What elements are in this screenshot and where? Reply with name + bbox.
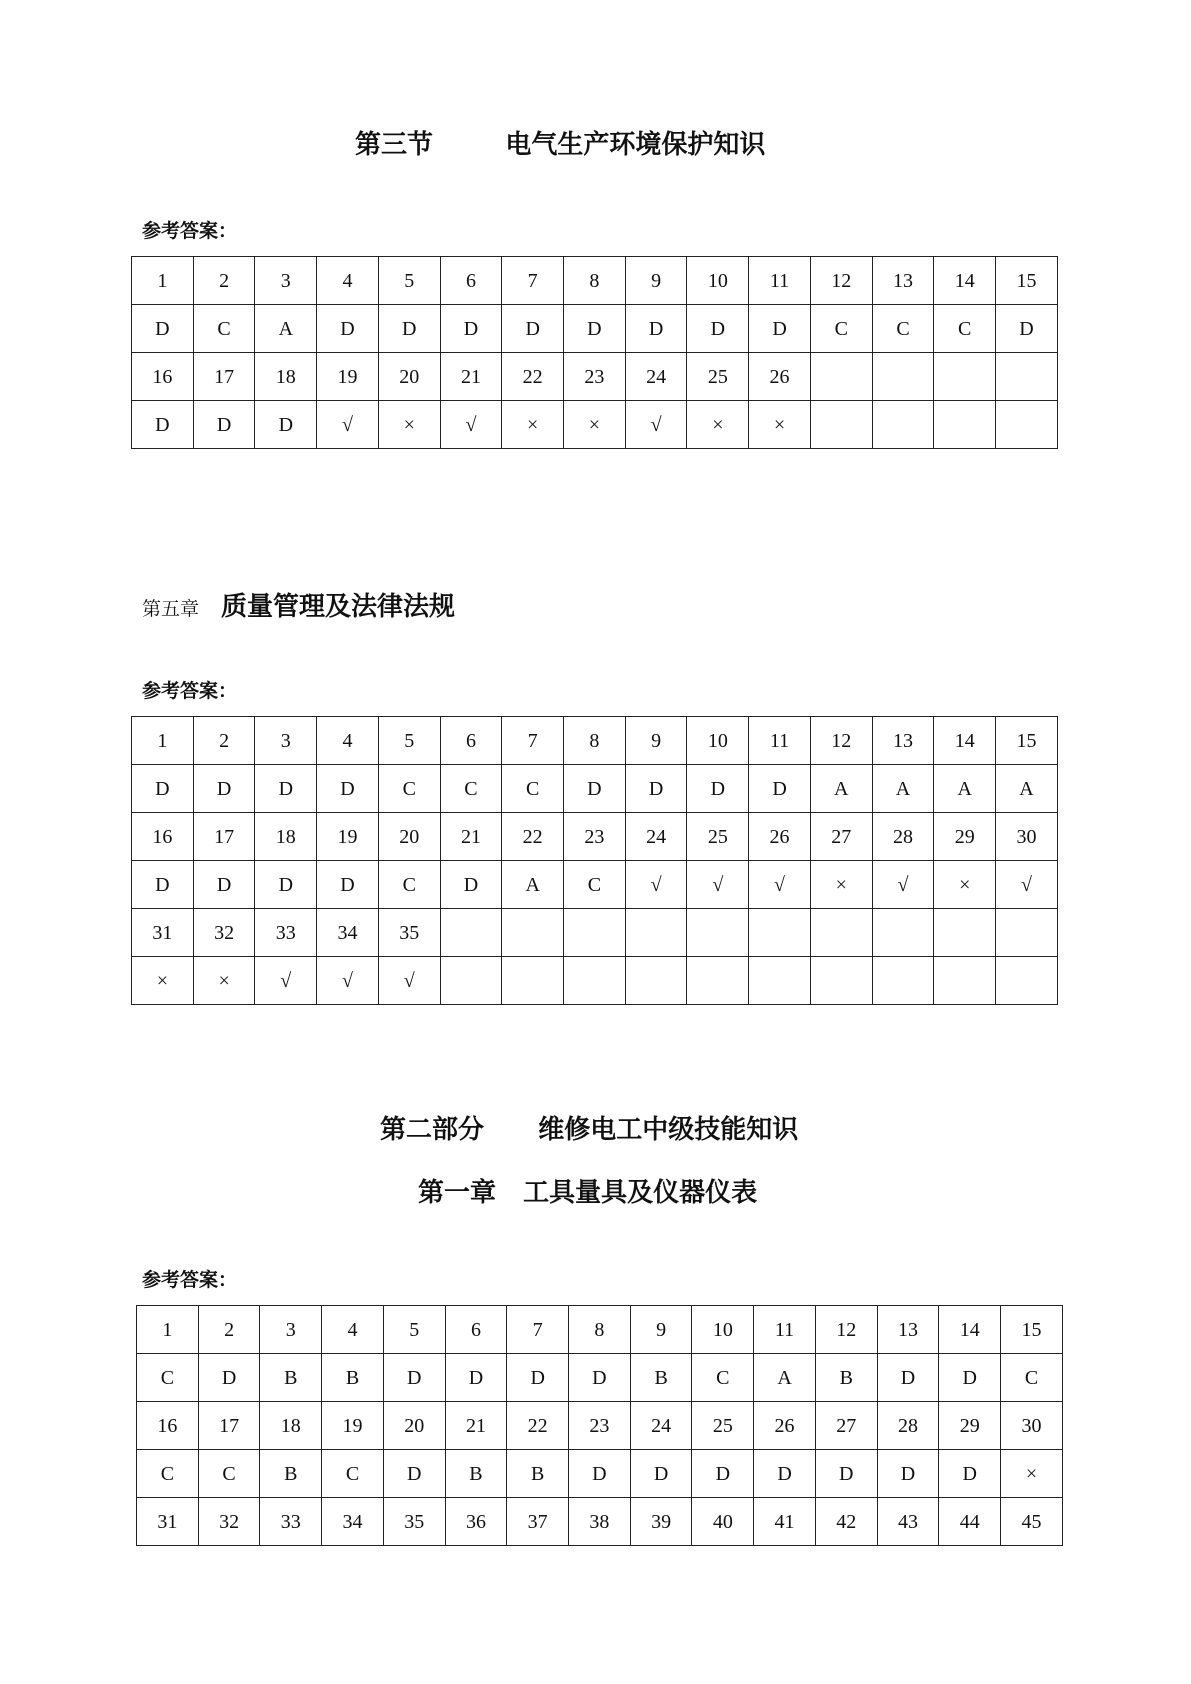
table-cell: C [137, 1354, 199, 1402]
table-cell: 7 [502, 257, 564, 305]
table-cell: A [502, 861, 564, 909]
table-cell [440, 909, 502, 957]
table-cell: 13 [877, 1306, 939, 1354]
table-cell: D [502, 305, 564, 353]
table-cell: D [317, 305, 379, 353]
table-cell: 2 [193, 717, 255, 765]
table-cell: C [692, 1354, 754, 1402]
table-cell: √ [317, 957, 379, 1005]
table-cell: D [317, 765, 379, 813]
table-cell: 37 [507, 1498, 569, 1546]
table-cell: D [939, 1354, 1001, 1402]
table-cell: 11 [749, 717, 811, 765]
table-cell: D [440, 861, 502, 909]
table-cell: D [630, 1450, 692, 1498]
table-cell: 25 [687, 813, 749, 861]
table-cell: √ [378, 957, 440, 1005]
table-cell: 18 [255, 813, 317, 861]
chapter-title: 第一章 工具量具及仪器仪表 [418, 1178, 758, 1208]
table-cell: A [872, 765, 934, 813]
table-cell: 27 [815, 1402, 877, 1450]
table-cell: 34 [317, 909, 379, 957]
table-cell: 6 [440, 717, 502, 765]
table-cell: √ [996, 861, 1058, 909]
table-cell: 38 [569, 1498, 631, 1546]
table-cell: × [1001, 1450, 1063, 1498]
table-cell: D [317, 861, 379, 909]
table-cell: 22 [507, 1402, 569, 1450]
table-row [132, 813, 1058, 861]
table-cell: D [815, 1450, 877, 1498]
table-cell: 35 [383, 1498, 445, 1546]
table-cell [749, 957, 811, 1005]
table-cell: √ [625, 861, 687, 909]
table-cell: 8 [564, 257, 626, 305]
answer-table [131, 716, 1058, 1005]
table-cell [810, 909, 872, 957]
table-cell: 28 [872, 813, 934, 861]
table-cell: 8 [569, 1306, 631, 1354]
answer-label: 参考答案： [142, 680, 238, 702]
table-cell: D [687, 305, 749, 353]
table-cell: 13 [872, 717, 934, 765]
table-cell: 6 [440, 257, 502, 305]
table-cell: 22 [502, 813, 564, 861]
table-cell: 21 [445, 1402, 507, 1450]
table-cell: D [564, 765, 626, 813]
table-row [132, 861, 1058, 909]
table-cell: 3 [260, 1306, 322, 1354]
table-row [132, 765, 1058, 813]
table-cell: D [193, 861, 255, 909]
table-cell [872, 957, 934, 1005]
table-cell: 17 [198, 1402, 260, 1450]
table-cell: 21 [440, 813, 502, 861]
table-cell: D [198, 1354, 260, 1402]
table-cell: 22 [502, 353, 564, 401]
table-cell: 2 [198, 1306, 260, 1354]
table-cell: 26 [749, 353, 811, 401]
table-cell: 42 [815, 1498, 877, 1546]
table-cell [687, 957, 749, 1005]
table-cell: 31 [132, 909, 194, 957]
table-cell: 27 [810, 813, 872, 861]
table-cell: D [193, 765, 255, 813]
answer-table [131, 256, 1058, 449]
table-cell: B [630, 1354, 692, 1402]
table-cell: D [877, 1450, 939, 1498]
table-cell: D [625, 305, 687, 353]
table-cell: 17 [193, 813, 255, 861]
table-cell: √ [317, 401, 379, 449]
table-row [137, 1450, 1063, 1498]
table-cell: 18 [260, 1402, 322, 1450]
table-cell: 13 [872, 257, 934, 305]
table-cell: 10 [692, 1306, 754, 1354]
table-cell: D [445, 1354, 507, 1402]
table-cell: 17 [193, 353, 255, 401]
table-cell: D [132, 861, 194, 909]
table-cell: C [193, 305, 255, 353]
table-cell: × [564, 401, 626, 449]
table-row [132, 353, 1058, 401]
answer-label: 参考答案： [142, 1269, 238, 1291]
table-cell: 24 [625, 353, 687, 401]
table-cell: 19 [317, 813, 379, 861]
table-cell: A [810, 765, 872, 813]
table-cell: 1 [132, 257, 194, 305]
table-cell: B [322, 1354, 384, 1402]
table-cell [934, 353, 996, 401]
table-cell: C [198, 1450, 260, 1498]
table-cell: C [810, 305, 872, 353]
table-cell: 14 [934, 257, 996, 305]
table-cell: B [260, 1354, 322, 1402]
table-cell: D [687, 765, 749, 813]
table-cell: C [440, 765, 502, 813]
table-cell: 9 [625, 257, 687, 305]
chapter-heading [142, 594, 455, 620]
table-cell: 9 [625, 717, 687, 765]
table-cell: D [255, 401, 317, 449]
table-cell [934, 909, 996, 957]
table-cell [996, 909, 1058, 957]
table-cell: A [996, 765, 1058, 813]
table-cell: D [569, 1354, 631, 1402]
table-cell: 31 [137, 1498, 199, 1546]
table-cell: 20 [378, 813, 440, 861]
table-cell: 23 [564, 353, 626, 401]
table-cell: 43 [877, 1498, 939, 1546]
table-row [137, 1498, 1063, 1546]
table-cell: 5 [383, 1306, 445, 1354]
table-cell: 23 [564, 813, 626, 861]
table-cell: 18 [255, 353, 317, 401]
table-cell: D [440, 305, 502, 353]
table-row [132, 717, 1058, 765]
table-cell: 4 [322, 1306, 384, 1354]
table-cell: 2 [193, 257, 255, 305]
table-cell: 24 [630, 1402, 692, 1450]
table-cell: 15 [996, 257, 1058, 305]
table-row [137, 1354, 1063, 1402]
table-cell: C [934, 305, 996, 353]
table-cell: 29 [939, 1402, 1001, 1450]
table-cell: C [378, 765, 440, 813]
table-cell: × [502, 401, 564, 449]
table-row [132, 305, 1058, 353]
table-cell [872, 401, 934, 449]
table-cell: 7 [502, 717, 564, 765]
table-cell [934, 401, 996, 449]
table-cell: 30 [1001, 1402, 1063, 1450]
table-cell: 10 [687, 257, 749, 305]
table-cell: D [996, 305, 1058, 353]
table-cell: D [132, 401, 194, 449]
table-cell [996, 401, 1058, 449]
table-cell: C [564, 861, 626, 909]
table-cell: D [569, 1450, 631, 1498]
table-cell: 9 [630, 1306, 692, 1354]
section-title: 第三节 电气生产环境保护知识 [355, 130, 766, 160]
table-cell: 26 [749, 813, 811, 861]
table-cell: 6 [445, 1306, 507, 1354]
table-cell [810, 401, 872, 449]
table-row [137, 1402, 1063, 1450]
table-cell: 16 [137, 1402, 199, 1450]
part-title: 第二部分 维修电工中级技能知识 [380, 1115, 799, 1145]
table-cell: 16 [132, 353, 194, 401]
table-cell: 3 [255, 257, 317, 305]
table-cell: C [137, 1450, 199, 1498]
table-cell: 4 [317, 257, 379, 305]
table-cell: 12 [810, 717, 872, 765]
table-cell: 25 [692, 1402, 754, 1450]
table-cell [810, 957, 872, 1005]
table-cell: D [749, 305, 811, 353]
table-cell: √ [255, 957, 317, 1005]
table-cell: 24 [625, 813, 687, 861]
table-cell [502, 957, 564, 1005]
table-cell: √ [687, 861, 749, 909]
table-cell: 10 [687, 717, 749, 765]
table-cell: 34 [322, 1498, 384, 1546]
table-cell: 28 [877, 1402, 939, 1450]
table-row [132, 909, 1058, 957]
table-cell: 21 [440, 353, 502, 401]
table-cell: 8 [564, 717, 626, 765]
table-cell: 14 [939, 1306, 1001, 1354]
table-cell: 4 [317, 717, 379, 765]
table-cell: 40 [692, 1498, 754, 1546]
table-cell: × [934, 861, 996, 909]
table-cell: 11 [749, 257, 811, 305]
table-row [132, 257, 1058, 305]
table-cell: 5 [378, 717, 440, 765]
table-cell [564, 909, 626, 957]
table-cell: × [810, 861, 872, 909]
table-cell: × [193, 957, 255, 1005]
table-cell: × [132, 957, 194, 1005]
table-cell: C [322, 1450, 384, 1498]
table-cell: C [872, 305, 934, 353]
chapter-prefix: 第五章 [142, 598, 200, 620]
table-cell: 5 [378, 257, 440, 305]
table-cell: 19 [317, 353, 379, 401]
table-cell: √ [625, 401, 687, 449]
table-cell: D [132, 765, 194, 813]
table-cell: B [260, 1450, 322, 1498]
table-cell [687, 909, 749, 957]
table-cell [872, 353, 934, 401]
table-cell: 1 [132, 717, 194, 765]
table-cell: D [754, 1450, 816, 1498]
table-cell: × [378, 401, 440, 449]
table-cell [996, 957, 1058, 1005]
table-cell: 20 [383, 1402, 445, 1450]
table-cell: D [939, 1450, 1001, 1498]
table-cell: 15 [996, 717, 1058, 765]
chapter-name: 质量管理及法律法规 [221, 592, 456, 622]
table-cell: C [1001, 1354, 1063, 1402]
table-cell: √ [440, 401, 502, 449]
table-cell: D [692, 1450, 754, 1498]
table-cell: 29 [934, 813, 996, 861]
table-cell: 11 [754, 1306, 816, 1354]
table-cell: B [507, 1450, 569, 1498]
table-cell: 45 [1001, 1498, 1063, 1546]
table-cell [440, 957, 502, 1005]
table-cell: 35 [378, 909, 440, 957]
table-cell [996, 353, 1058, 401]
answer-label: 参考答案： [142, 220, 238, 242]
table-row [132, 401, 1058, 449]
table-cell: 1 [137, 1306, 199, 1354]
table-cell: D [378, 305, 440, 353]
table-cell: √ [872, 861, 934, 909]
table-row [132, 957, 1058, 1005]
table-cell: A [255, 305, 317, 353]
table-cell [625, 957, 687, 1005]
table-cell: 33 [260, 1498, 322, 1546]
table-cell: 15 [1001, 1306, 1063, 1354]
table-cell: D [132, 305, 194, 353]
table-cell: 20 [378, 353, 440, 401]
table-cell: C [502, 765, 564, 813]
table-cell [872, 909, 934, 957]
table-cell: 25 [687, 353, 749, 401]
table-cell: 23 [569, 1402, 631, 1450]
table-cell [749, 909, 811, 957]
table-cell: D [625, 765, 687, 813]
table-cell [625, 909, 687, 957]
table-cell [502, 909, 564, 957]
table-cell: A [754, 1354, 816, 1402]
table-cell: 33 [255, 909, 317, 957]
table-cell: 32 [193, 909, 255, 957]
table-cell: 12 [815, 1306, 877, 1354]
table-cell: B [445, 1450, 507, 1498]
answer-table [136, 1305, 1063, 1546]
table-cell: 7 [507, 1306, 569, 1354]
table-cell: × [749, 401, 811, 449]
table-cell: 36 [445, 1498, 507, 1546]
table-cell: 12 [810, 257, 872, 305]
table-cell: D [383, 1450, 445, 1498]
table-cell: B [815, 1354, 877, 1402]
table-cell [810, 353, 872, 401]
table-cell: 14 [934, 717, 996, 765]
table-cell: √ [749, 861, 811, 909]
table-cell: D [383, 1354, 445, 1402]
table-cell [564, 957, 626, 1005]
table-row [137, 1306, 1063, 1354]
table-cell: D [255, 765, 317, 813]
table-cell: 39 [630, 1498, 692, 1546]
table-cell: D [255, 861, 317, 909]
table-cell: D [564, 305, 626, 353]
table-cell: 44 [939, 1498, 1001, 1546]
table-cell: 19 [322, 1402, 384, 1450]
table-cell: A [934, 765, 996, 813]
table-cell [934, 957, 996, 1005]
table-cell: 32 [198, 1498, 260, 1546]
table-cell: 3 [255, 717, 317, 765]
table-cell: × [687, 401, 749, 449]
table-cell: 30 [996, 813, 1058, 861]
table-cell: 41 [754, 1498, 816, 1546]
table-cell: C [378, 861, 440, 909]
table-cell: D [877, 1354, 939, 1402]
table-cell: D [193, 401, 255, 449]
table-cell: 26 [754, 1402, 816, 1450]
table-cell: D [507, 1354, 569, 1402]
table-cell: D [749, 765, 811, 813]
table-cell: 16 [132, 813, 194, 861]
